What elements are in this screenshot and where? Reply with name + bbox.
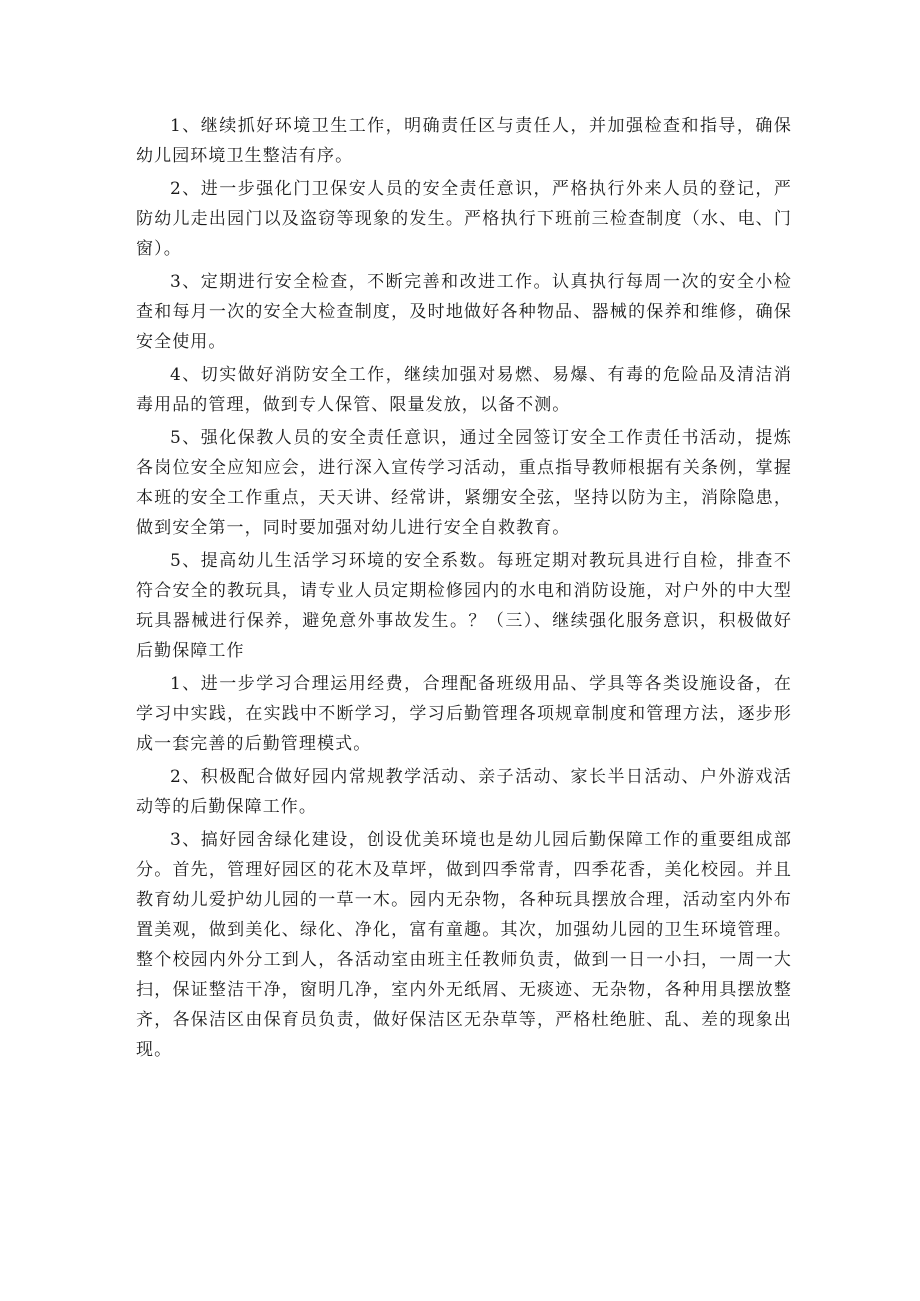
paragraph-funding-management: 1、进一步学习合理运用经费，合理配备班级用品、学具等各类设施设备，在学习中实践，在实践中不断学习，学习后勤管理各项规章制度和管理方法，逐步形成一套完善的后勤管理模式。: [136, 674, 792, 754]
paragraph-fire-safety: 4、切实做好消防安全工作，继续加强对易燃、易爆、有毒的危险品及清洁消毒用品的管理，做到专人保管、限量发放，以备不测。: [136, 365, 792, 415]
paragraph-greening-construction: 3、搞好园舍绿化建设，创设优美环境也是幼儿园后勤保障工作的重要组成部分。首先，管理好园区的花木及草坪，做到四季常青，四季花香，美化校园。并且教育幼儿爱护幼儿园的一草一木。园内无杂物，各种玩具摆放合理，活动室内外布置美观，做到美化、绿化、净化，富有童趣。其次，加强幼儿园的卫生环境管理。整个校园内外分工到人，各活动室由班主任教师负责，做到一日一小扫，一周一大扫，保证整洁干净，窗明几净，室内外无纸屑、无痰迹、无杂物，各种用具摆放整齐，各保洁区由保育员负责，做好保洁区无杂草等，严格杜绝脏、乱、差的现象出现。: [136, 830, 792, 1060]
paragraph-activity-support: 2、积极配合做好园内常规教学活动、亲子活动、家长半日活动、户外游戏活动等的后勤保障工作。: [136, 767, 792, 817]
paragraph-safety-inspection: 3、定期进行安全检查，不断完善和改进工作。认真执行每周一次的安全小检查和每月一次的安全大检查制度，及时地做好各种物品、器械的保养和维修，确保安全使用。: [136, 272, 792, 352]
document-page: [136, 111, 792, 1068]
paragraph-environment-safety: 5、提高幼儿生活学习环境的安全系数。每班定期对教玩具进行自检，排查不符合安全的教玩具，请专业人员定期检修园内的水电和消防设施，对户外的中大型玩具器械进行保养，避免意外事故发生。？（三）、继续强化服务意识，积极做好后勤保障工作: [136, 551, 792, 661]
paragraph-security-guard: 2、进一步强化门卫保安人员的安全责任意识，严格执行外来人员的登记，严防幼儿走出园门以及盗窃等现象的发生。严格执行下班前三检查制度（水、电、门窗）。: [136, 179, 792, 259]
paragraph-environment-hygiene: 1、继续抓好环境卫生工作，明确责任区与责任人，并加强检查和指导，确保幼儿园环境卫生整洁有序。: [136, 116, 792, 166]
paragraph-staff-safety-awareness: 5、强化保教人员的安全责任意识，通过全园签订安全工作责任书活动，提炼各岗位安全应知应会，进行深入宣传学习活动，重点指导教师根据有关条例，掌握本班的安全工作重点，天天讲、经常讲，紧绷安全弦，坚持以防为主，消除隐患，做到安全第一，同时要加强对幼儿进行安全自救教育。: [136, 428, 792, 538]
